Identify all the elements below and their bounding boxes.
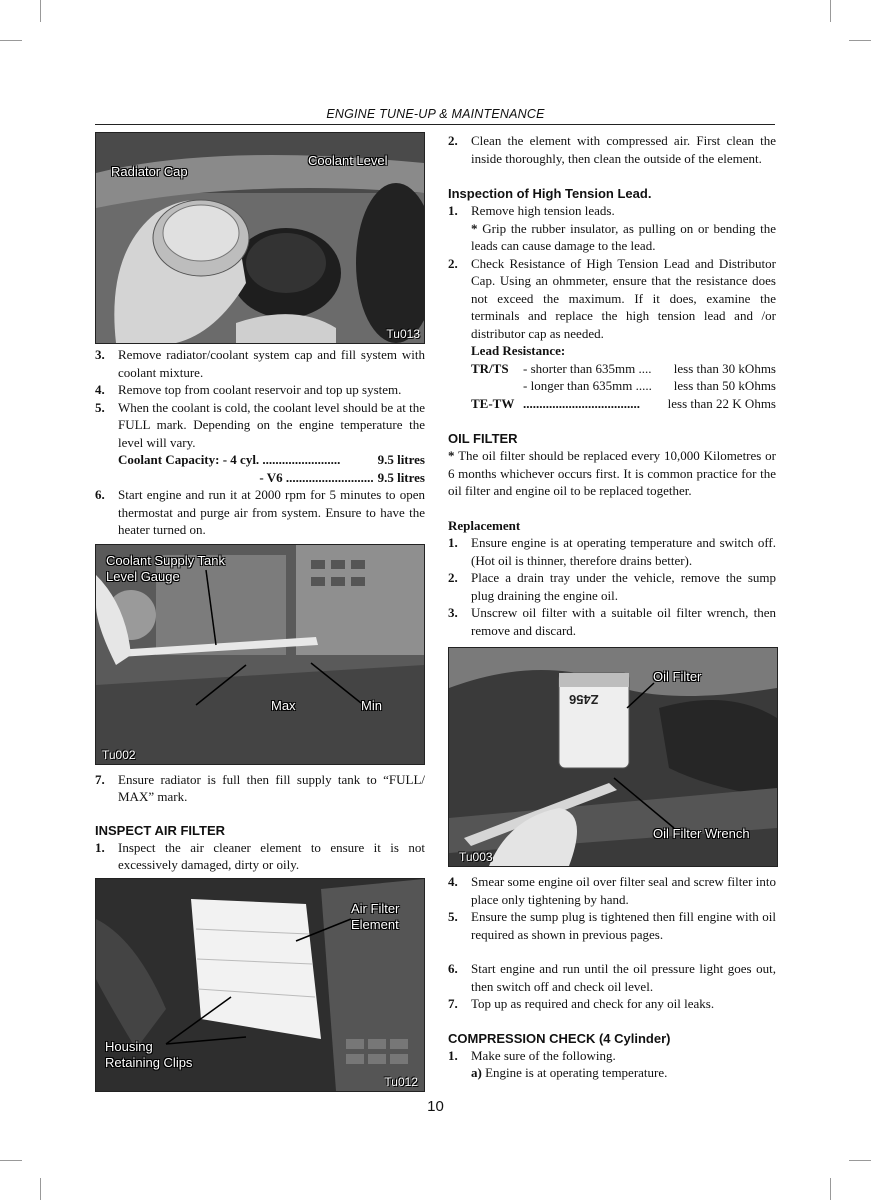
step-number: 5. xyxy=(448,909,458,924)
oil-star: * xyxy=(448,448,455,463)
replacement-heading: Replacement xyxy=(448,517,521,533)
label-oil-filter: Oil Filter xyxy=(653,669,702,684)
step-item xyxy=(95,399,425,452)
label-max: Max xyxy=(271,697,296,713)
label-air-filter: Air Filter xyxy=(351,900,400,916)
note-star: * xyxy=(471,220,478,236)
step-number: 3. xyxy=(95,347,105,362)
crop-mark xyxy=(830,1178,831,1200)
step-item xyxy=(95,771,425,806)
crop-mark xyxy=(830,0,831,22)
step-number: 1. xyxy=(448,535,458,550)
step-text: Unscrew oil filter with a suitable oil filter wrench, then remove and discard. xyxy=(471,605,776,638)
oil-filter-stamp: Z456 xyxy=(569,692,599,707)
label-min: Min xyxy=(361,697,382,713)
step-text: When the coolant is cold, the coolant level should be at the FULL mark. Depending on the engine temperature the level will vary. xyxy=(118,399,425,450)
note-body: Grip the rubber insulator, as pulling on or bending the leads can cause damage to the lead. xyxy=(471,220,777,253)
crop-mark xyxy=(0,1160,22,1161)
crop-mark xyxy=(849,40,871,41)
coolant-capacity-value: 9.5 litres xyxy=(377,452,425,467)
section-heading-oil-filter: OIL FILTER xyxy=(448,431,518,446)
step-number: 7. xyxy=(95,771,105,787)
step-item xyxy=(448,873,776,908)
step-number: 2. xyxy=(448,133,458,148)
photo-code: Tu013 xyxy=(386,327,420,341)
step-item xyxy=(448,995,776,1013)
right-column xyxy=(448,132,776,1082)
label-element: Element xyxy=(351,916,399,932)
photo-oil-filter xyxy=(448,647,778,867)
step-item xyxy=(448,202,776,220)
step-text: Top up as required and check for any oil leaks. xyxy=(471,996,715,1011)
step-number: 6. xyxy=(448,961,458,976)
step-item xyxy=(448,960,776,995)
photo-air-filter xyxy=(95,878,425,1092)
page-header: ENGINE TUNE-UP & MAINTENANCE xyxy=(326,107,545,121)
step-text: Ensure engine is at operating temperature and switch off. (Hot oil is thinner, therefore drains better). xyxy=(471,535,776,568)
section-heading-air-filter: INSPECT AIR FILTER xyxy=(95,822,225,838)
resistance-row xyxy=(448,360,776,378)
step-item xyxy=(95,381,425,399)
resistance-desc: - shorter than 635mm .... xyxy=(523,360,652,376)
resistance-value: less than 50 kOhms xyxy=(673,378,776,393)
step-number: 4. xyxy=(448,874,458,889)
photo-code: Tu012 xyxy=(384,1074,418,1089)
sub-step-label: a) xyxy=(471,1065,482,1080)
section-heading-high-tension-lead: Inspection of High Tension Lead. xyxy=(448,186,652,201)
resistance-value: less than 22 K Ohms xyxy=(667,395,776,411)
label-level-gauge: Level Gauge xyxy=(106,568,180,584)
label-oil-filter-wrench: Oil Filter Wrench xyxy=(653,826,750,841)
step-item xyxy=(448,255,776,343)
resistance-desc: - longer than 635mm ..... xyxy=(523,378,652,393)
label-retaining-clips: Retaining Clips xyxy=(105,1054,193,1070)
step-number: 1. xyxy=(448,1047,458,1063)
step-text: Ensure radiator is full then fill supply tank to “FULL/ MAX” mark. xyxy=(118,771,425,804)
oil-intro-text: The oil filter should be replaced every 10,000 Kilometres or 6 months whichever occurs first. It is common practice for the oil filter and engine oil to be replaced together. xyxy=(448,448,777,498)
step-item xyxy=(95,346,425,381)
step-item xyxy=(448,132,776,167)
page-number: 10 xyxy=(427,1098,444,1115)
coolant-capacity-label: Coolant Capacity: - 4 cyl. ........................ xyxy=(118,452,341,467)
resistance-label xyxy=(471,377,523,395)
step-item xyxy=(448,604,776,639)
step-number: 1. xyxy=(448,203,458,218)
step-text: Inspect the air cleaner element to ensure it is not excessively damaged, dirty or oily. xyxy=(118,839,425,872)
label-coolant-supply-tank: Coolant Supply Tank xyxy=(106,552,226,568)
resistance-row xyxy=(448,395,776,413)
step-number: 1. xyxy=(95,839,105,855)
coolant-capacity-value: 9.5 litres xyxy=(377,469,425,485)
step-text: Remove radiator/coolant system cap and fill system with coolant mixture. xyxy=(118,347,425,380)
step-text: Remove high tension leads. xyxy=(471,203,615,218)
step-number: 6. xyxy=(95,487,105,502)
step-text: Clean the element with compressed air. First clean the inside thoroughly, then clean the outside of the element. xyxy=(471,133,776,166)
step-text: Check Resistance of High Tension Lead and Distributor Cap. Using an ohmmeter, ensure that the resistance does not exceed the maximum. If it does, examine the terminals and replace the high tension lead and /or distributor cap as needed. xyxy=(471,255,776,341)
step-text: Start engine and run until the oil pressure light goes out, then switch off and check oil level. xyxy=(471,961,776,994)
label-radiator-cap: Radiator Cap xyxy=(111,164,188,179)
photo-coolant-tank xyxy=(95,544,425,765)
crop-mark xyxy=(0,40,22,41)
step-number: 7. xyxy=(448,996,458,1011)
crop-mark xyxy=(40,1178,41,1200)
crop-mark xyxy=(849,1160,871,1161)
crop-mark xyxy=(40,0,41,22)
resistance-label: TE-TW xyxy=(471,395,515,411)
step-number: 4. xyxy=(95,382,105,397)
label-housing: Housing xyxy=(105,1038,153,1054)
step-number: 5. xyxy=(95,399,105,415)
resistance-row xyxy=(448,377,776,395)
photo-code: Tu003 xyxy=(459,850,493,864)
coolant-capacity-row xyxy=(95,451,425,469)
oil-filter-intro xyxy=(448,447,776,500)
section-heading-compression-check: COMPRESSION CHECK (4 Cylinder) xyxy=(448,1030,671,1046)
step-number: 3. xyxy=(448,605,458,620)
step-item xyxy=(448,1047,776,1065)
coolant-capacity-v6: - V6 ........................... xyxy=(259,469,374,485)
label-coolant-level: Coolant Level xyxy=(308,153,388,168)
step-item xyxy=(448,534,776,569)
step-text: Ensure the sump plug is tightened then fill engine with oil required as shown in previous pages. xyxy=(471,909,776,942)
note-text xyxy=(448,220,776,255)
step-text: Make sure of the following. xyxy=(471,1047,616,1063)
step-text: Place a drain tray under the vehicle, remove the sump plug draining the engine oil. xyxy=(471,570,776,603)
step-item xyxy=(95,839,425,874)
step-text: Smear some engine oil over filter seal and screw filter into place only tightening by hand. xyxy=(471,874,776,907)
lead-resistance-heading: Lead Resistance: xyxy=(471,343,566,358)
coolant-capacity-row xyxy=(95,469,425,487)
sub-step-text: Engine is at operating temperature. xyxy=(485,1065,668,1080)
photo-code: Tu002 xyxy=(102,747,136,762)
sub-step xyxy=(448,1064,776,1082)
resistance-label: TR/TS xyxy=(471,360,509,376)
step-number: 2. xyxy=(448,255,458,271)
header-rule xyxy=(95,124,775,125)
left-column xyxy=(95,132,425,1092)
step-text: Remove top from coolant reservoir and top up system. xyxy=(118,382,402,397)
resistance-value: less than 30 kOhms xyxy=(673,360,776,376)
step-number: 2. xyxy=(448,570,458,585)
resistance-desc: .................................... xyxy=(523,395,640,411)
step-item xyxy=(448,569,776,604)
photo-radiator xyxy=(95,132,425,344)
step-text: Start engine and run it at 2000 rpm for 5 minutes to open thermostat and purge air from system. Ensure to have the heater turned on. xyxy=(118,487,425,537)
step-item xyxy=(448,908,776,943)
step-item xyxy=(95,486,425,539)
